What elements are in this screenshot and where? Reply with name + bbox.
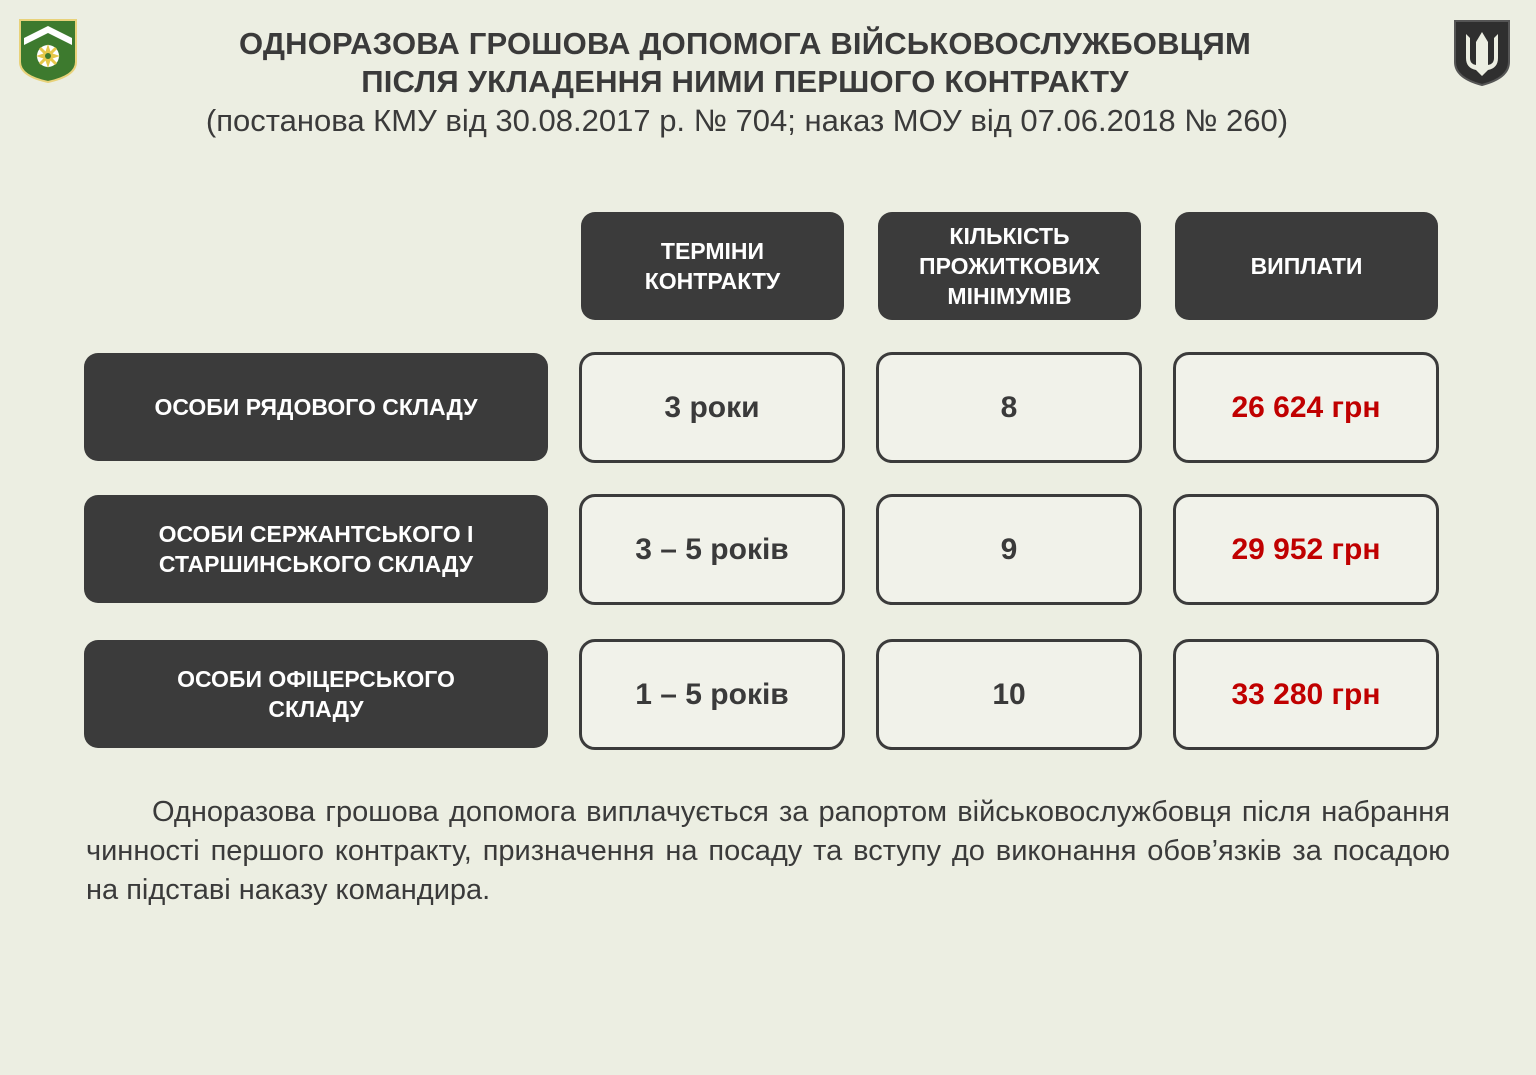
- column-header-payments: [1175, 212, 1438, 320]
- trident-emblem-icon: [1452, 18, 1512, 88]
- column-header-terms: [581, 212, 844, 320]
- row-category-officers: [84, 640, 548, 748]
- column-header-minimums-line2: ПРОЖИТКОВИХ: [919, 253, 1100, 279]
- cell-minimums-sergeants: 9: [876, 494, 1142, 605]
- row-category-sergeants: [84, 495, 548, 603]
- cell-payment-sergeants: 29 952 грн: [1173, 494, 1439, 605]
- page-subtitle: (постанова КМУ від 30.08.2017 р. № 704; наказ МОУ від 07.06.2018 № 260): [205, 103, 1289, 138]
- cell-payment-officers: 33 280 грн: [1173, 639, 1439, 750]
- cell-minimums-officers: 10: [876, 639, 1142, 750]
- column-header-terms-line2: КОНТРАКТУ: [644, 268, 781, 294]
- column-header-terms-line1: ТЕРМІНИ: [660, 238, 765, 264]
- column-header-minimums: [878, 212, 1141, 320]
- row-category-officers-line1: ОСОБИ ОФІЦЕРСЬКОГО: [177, 666, 455, 692]
- row-category-sergeants-line1: ОСОБИ СЕРЖАНТСЬКОГО І: [158, 521, 474, 547]
- cell-payment-privates: 26 624 грн: [1173, 352, 1439, 463]
- row-category-privates-line1: ОСОБИ РЯДОВОГО СКЛАДУ: [154, 394, 478, 420]
- column-header-payments-label: ВИПЛАТИ: [1250, 253, 1363, 279]
- row-category-privates: [84, 353, 548, 461]
- cell-term-sergeants: 3 – 5 років: [579, 494, 845, 605]
- page-title-line-2: ПІСЛЯ УКЛАДЕННЯ НИМИ ПЕРШОГО КОНТРАКТУ: [361, 64, 1129, 99]
- explanatory-note: Одноразова грошова допомога виплачується за рапортом військовослужбовця після набрання чинності першого контракту, призначення на посаду та вступу до виконання обов’язків за посадою на підставі наказу командира.: [86, 796, 1450, 906]
- row-category-officers-line2: СКЛАДУ: [268, 696, 364, 722]
- page-title-line-1: ОДНОРАЗОВА ГРОШОВА ДОПОМОГА ВІЙСЬКОВОСЛУЖБОВЦЯМ: [238, 26, 1252, 61]
- cell-minimums-privates: 8: [876, 352, 1142, 463]
- column-header-minimums-line1: КІЛЬКІСТЬ: [949, 223, 1070, 249]
- row-category-sergeants-line2: СТАРШИНСЬКОГО СКЛАДУ: [158, 551, 474, 577]
- unit-emblem-icon: [18, 18, 78, 84]
- column-header-minimums-line3: МІНІМУМІВ: [947, 283, 1072, 309]
- cell-term-officers: 1 – 5 років: [579, 639, 845, 750]
- cell-term-privates: 3 роки: [579, 352, 845, 463]
